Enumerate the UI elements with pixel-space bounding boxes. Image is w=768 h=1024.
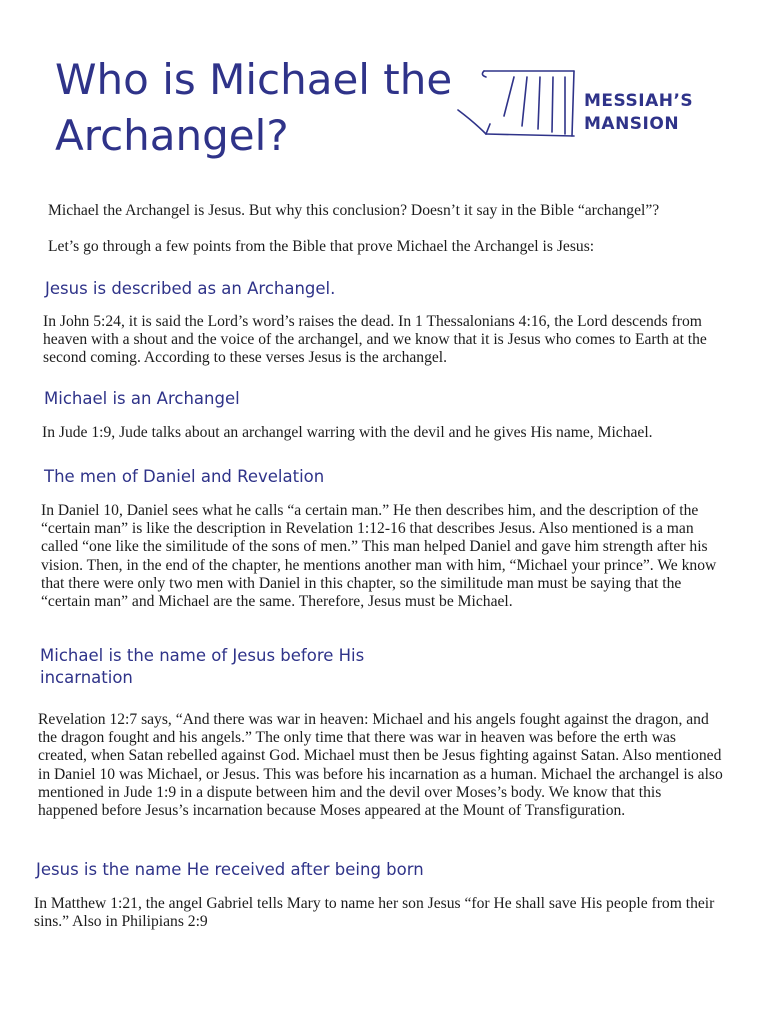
page-title: Who is Michael the Archangel? [55,55,453,160]
mansion-pillars-logo-icon [456,66,584,146]
intro-paragraph: Let’s go through a few points from the Bible that prove Michael the Archangel is Jesus: [48,238,595,255]
section-body: In John 5:24, it is said the Lord’s word’s raises the dead. In 1 Thessalonians 4:16, the Lord descends from heaven with a shout and the voice of the archangel, and we know that it is Jesus who comes to Earth at the second coming. According to these verses Jesus is the archangel. [43,313,707,367]
messiahs-mansion-logo [456,66,696,146]
logo-line-2: MANSION [584,114,680,134]
intro-paragraph: Michael the Archangel is Jesus. But why this conclusion? Doesn’t it say in the Bible “archangel”? [48,202,660,219]
section-heading: Michael is the name of Jesus before His incarnation [40,646,365,687]
section-heading: Jesus is the name He received after being born [36,860,424,879]
logo-line-1: MESSIAH’S [584,91,694,111]
section-body: In Jude 1:9, Jude talks about an archangel warring with the devil and he gives His name, Michael. [42,424,653,441]
section-body: In Matthew 1:21, the angel Gabriel tells Mary to name her son Jesus “for He shall save His people from their sins.” Also in Philipians 2:9 [34,895,715,931]
section-body: In Daniel 10, Daniel sees what he calls “a certain man.” He then describes him, and the description of the “certain man” is like the description in Revelation 1:12-16 that describes Jesus. Also mentioned is a man called “one like the similitude of the sons of men.” This man helped Daniel and gave him strength after his vision. Then, in the end of the chapter, he mentions another man with him, “Michael your prince”. We know that there were only two men with Daniel in this chapter, so the similitude man must be saying that the “certain man” and Michael are the same. Therefore, Jesus must be Michael. [41,502,717,611]
section-heading: The men of Daniel and Revelation [44,467,325,486]
logo-wordmark [584,90,693,136]
section-heading: Jesus is described as an Archangel. [45,279,336,298]
section-heading: Michael is an Archangel [44,389,240,408]
section-body: Revelation 12:7 says, “And there was war in heaven: Michael and his angels fought against the dragon, and the dragon fought and his angels.” The only time that there was war in heaven was before the erth was created, when Satan rebelled against God. Michael must then be Jesus fighting against Satan. Also mentioned in Daniel 10 was Michael, or Jesus. This was before his incarnation as a human. Michael the archangel is also mentioned in Jude 1:9 in a dispute between him and the devil over Moses’s body. We know that this happened before Jesus’s incarnation because Moses appeared at the Mount of Transfiguration. [38,711,723,820]
